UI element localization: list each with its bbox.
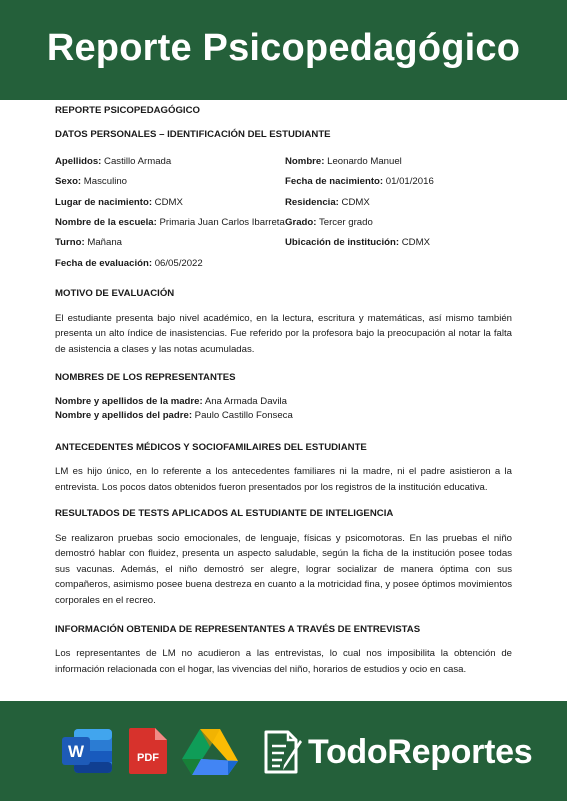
google-drive-icon: [180, 727, 240, 777]
brand-name: TodoReportes: [308, 733, 533, 771]
representatives-heading: NOMBRES DE LOS REPRESENTANTES: [55, 372, 236, 384]
tests-paragraph: Se realizaron pruebas socio emocionales, de lenguaje, físicas y psicomotoras. En las pruebas el niño demostró hablar con fluidez, presenta un aspecto saludable, según la ficha de la institución posee todas sus vacunas. Además, el niño demostró ser alegre, lograr socializar de manera óptima con sus compañeros, asimismo posee buena destreza en cuanto a la motricidad fina, y posee óptimos movimientos corporales en el recreo.: [55, 532, 512, 607]
field-lugar-nacimiento: Lugar de nacimiento: CDMX: [55, 196, 183, 208]
personal-data-heading: DATOS PERSONALES – IDENTIFICACIÓN DEL ESTUDIANTE: [55, 129, 331, 141]
interviews-paragraph: Los representantes de LM no acudieron a las entrevistas, lo cual nos imposibilita la obtención de información relacionada con el hogar, las vivencias del niño, horarios de estudios y ocio en casa.: [55, 648, 512, 675]
field-residencia: Residencia: CDMX: [285, 196, 370, 208]
motive-paragraph: El estudiante presenta bajo nivel académico, en la lectura, escritura y matemáticas, así mismo también presenta un alto índice de inasistencias. Fue referido por la profesora bajo la preocupación al notar la falta de asistencia a clases y las notas acumuladas.: [55, 312, 512, 355]
field-ubicacion: Ubicación de institución: CDMX: [285, 237, 430, 249]
student-info-grid: [55, 153, 512, 271]
banner-title: Reporte Psicopedagógico: [46, 27, 521, 69]
interviews-heading: INFORMACIÓN OBTENIDA DE REPRESENTANTES A TRAVÉS DE ENTREVISTAS: [55, 623, 421, 635]
mother-line: Nombre y apellidos de la madre: Ana Armada Davila: [55, 395, 287, 407]
background-heading: ANTECEDENTES MÉDICOS Y SOCIOFAMILAIRES DEL ESTUDIANTE: [55, 441, 367, 453]
field-escuela: Nombre de la escuela: Primaria Juan Carlos Ibarreta: [55, 217, 285, 229]
field-apellidos: Apellidos: Castillo Armada: [55, 155, 172, 167]
svg-text:PDF: PDF: [137, 752, 159, 764]
field-sexo: Sexo: Masculino: [55, 176, 127, 188]
document-page: [55, 100, 512, 700]
field-nombre: Nombre: Leonardo Manuel: [285, 155, 402, 167]
background-paragraph: LM es hijo único, en lo referente a los antecedentes familiares ni la madre, ni el padre asistieron a la entrevista. Los pocos datos obtenidos fueron presentados por los registros de la institución educativa.: [55, 466, 512, 493]
svg-text:W: W: [67, 742, 85, 761]
tests-heading: RESULTADOS DE TESTS APLICADOS AL ESTUDIANTE DE INTELIGENCIA: [55, 508, 394, 520]
document-title: REPORTE PSICOPEDAGÓGICO: [55, 105, 200, 116]
field-fecha-evaluacion: Fecha de evaluación: 06/05/2022: [55, 257, 203, 269]
word-icon: [60, 727, 114, 775]
pdf-icon: [127, 726, 169, 776]
document-edit-icon: [262, 728, 306, 776]
field-grado: Grado: Tercer grado: [285, 217, 373, 229]
field-fecha-nacimiento: Fecha de nacimiento: 01/01/2016: [285, 176, 434, 188]
representatives-list: [55, 395, 512, 424]
top-banner: [0, 0, 567, 100]
father-line: Nombre y apellidos del padre: Paulo Castillo Fonseca: [55, 410, 293, 422]
field-turno: Turno: Mañana: [55, 237, 123, 249]
motive-heading: MOTIVO DE EVALUACIÓN: [55, 288, 175, 300]
